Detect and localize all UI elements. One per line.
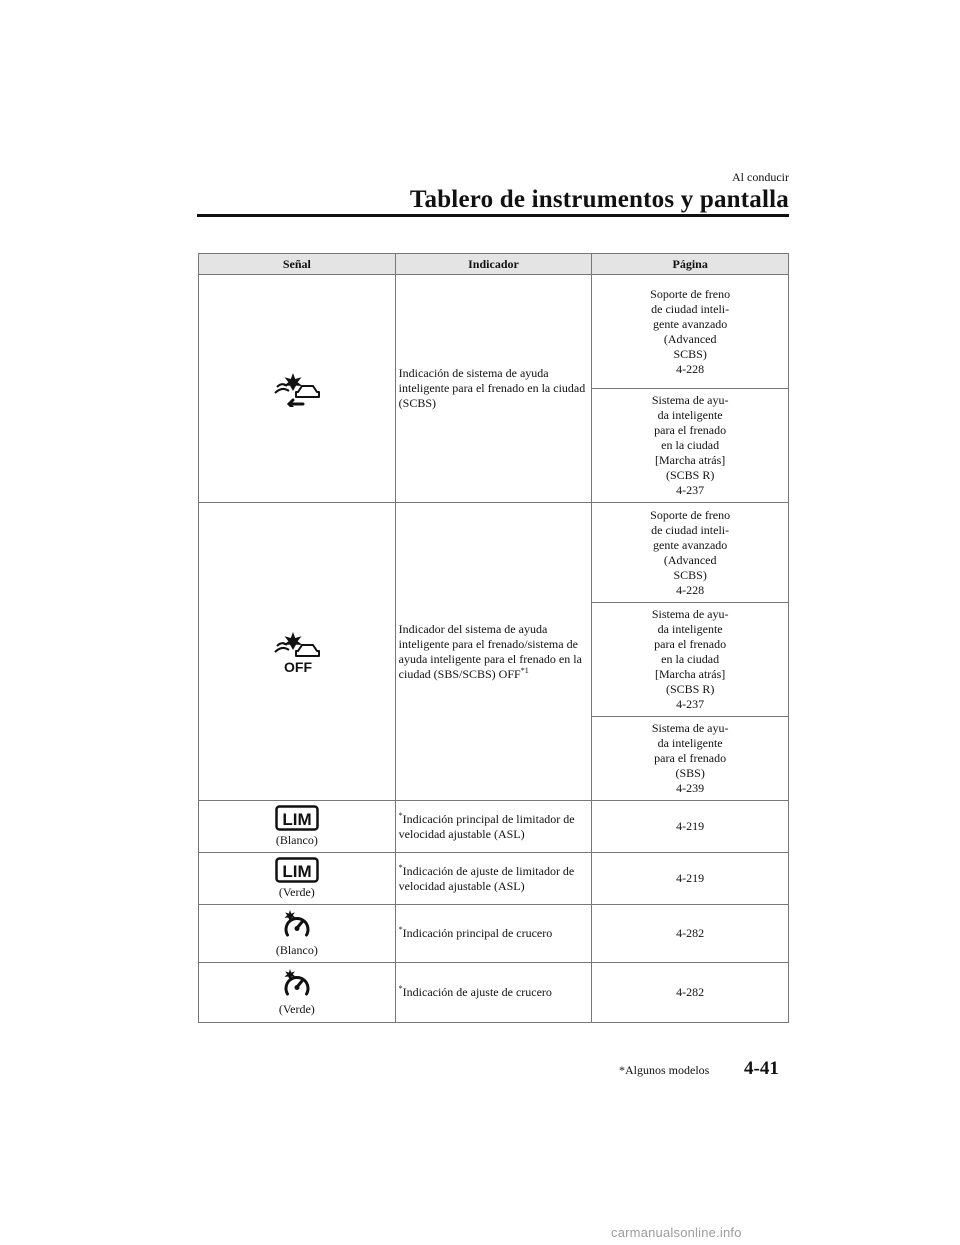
page-ref-line: en la ciudad: [661, 652, 720, 666]
page-ref-line: SCBS): [673, 567, 707, 582]
signal-cell: [199, 275, 396, 503]
signal-cell: [199, 801, 396, 853]
page-ref-cell: [592, 905, 789, 963]
page-ref-line: SCBS): [673, 346, 707, 361]
table-row: [199, 503, 789, 603]
table-row: [199, 853, 789, 905]
lim-text: LIM: [282, 810, 312, 829]
indicator-text: Indicación de ajuste de limitador de velocidad ajustable (ASL): [398, 863, 575, 893]
page-ref-number: 4-219: [676, 819, 705, 833]
page-ref-number: 4-228: [676, 361, 705, 376]
page-ref-line: (SCBS R): [665, 468, 715, 482]
indicator-text: Indicador del sistema de ayuda inteligente para el frenado/sistema de ayuda inteligente para el frenado en la ciudad (SBS/SCBS) OFF: [398, 621, 582, 681]
lim-text: LIM: [282, 862, 312, 881]
footnote-mark: *1: [520, 665, 529, 675]
page-ref-line: gente avanzado: [653, 316, 728, 331]
table-row: [199, 905, 789, 963]
page-ref-line: (SCBS R): [665, 682, 715, 696]
scbs-off-icon: [269, 630, 325, 674]
signal-cell: [199, 963, 396, 1023]
color-label: (Verde): [278, 1002, 315, 1016]
indicator-cell: [395, 275, 592, 503]
indicator-cell: [395, 801, 592, 853]
color-label: (Verde): [278, 885, 315, 899]
watermark: carmanualsonline.info: [611, 1225, 742, 1240]
page-ref-line: (SBS): [675, 766, 705, 780]
page-ref-number: 4-237: [676, 483, 705, 497]
page-number: 4-41: [744, 1058, 779, 1079]
table-row: [199, 801, 789, 853]
page-header: [0, 170, 789, 215]
page-ref-cell: [592, 801, 789, 853]
page-ref: [593, 287, 787, 377]
available-mark: *: [398, 984, 403, 993]
lim-icon: [275, 857, 319, 883]
signal-cell: [199, 905, 396, 963]
cruise-icon: [279, 968, 315, 1000]
indicator-cell: [395, 853, 592, 905]
indicator-text: Indicación principal de limitador de velocidad ajustable (ASL): [398, 811, 575, 841]
page-ref-line: [Marcha atrás]: [655, 453, 726, 467]
page-ref-number: 4-237: [676, 697, 705, 711]
page-ref-line: Sistema de ayu-: [651, 607, 729, 621]
off-label: OFF: [283, 658, 312, 674]
page-ref-line: da inteligente: [657, 408, 723, 422]
page-ref-number: 4-219: [676, 871, 705, 885]
color-label: (Blanco): [275, 833, 318, 847]
page-ref: [593, 721, 787, 796]
header-rule: [197, 214, 789, 217]
scbs-icon: [269, 371, 325, 407]
page-ref-line: para el frenado: [654, 637, 727, 651]
color-label: (Blanco): [275, 943, 318, 957]
page-ref-line: de ciudad inteli-: [651, 301, 730, 316]
page-ref-line: Sistema de ayu-: [651, 393, 729, 407]
indicator-table: [198, 253, 789, 1023]
page-ref-cell: [592, 503, 789, 603]
page-ref-number: 4-282: [676, 985, 705, 999]
page-ref: [593, 508, 787, 598]
page-ref-cell: [592, 275, 789, 389]
indicator-cell: [395, 905, 592, 963]
indicator-text: Indicación de ajuste de crucero: [402, 985, 552, 999]
page-ref-line: de ciudad inteli-: [651, 522, 730, 537]
page-ref-cell: [592, 963, 789, 1023]
column-header-page: Página: [592, 254, 789, 275]
page-title: Tablero de instrumentos y pantalla: [409, 186, 789, 213]
page-ref-cell: [592, 389, 789, 503]
available-mark: *: [398, 925, 403, 934]
page-ref-cell: [592, 853, 789, 905]
page-ref-line: gente avanzado: [653, 537, 728, 552]
page-ref-line: Soporte de freno: [650, 507, 731, 522]
page-ref-line: da inteligente: [657, 736, 723, 750]
available-mark: *: [398, 862, 403, 872]
signal-cell: [199, 503, 396, 801]
table-row: [199, 963, 789, 1023]
page-ref-cell: [592, 717, 789, 801]
column-header-indicator: Indicador: [395, 254, 592, 275]
page-ref-line: Sistema de ayu-: [651, 721, 729, 735]
page-ref-line: para el frenado: [654, 751, 727, 765]
indicator-cell: [395, 963, 592, 1023]
table-row: [199, 275, 789, 389]
indicator-text: Indicación de sistema de ayuda inteligente para el frenado en la ciudad (SCBS): [398, 366, 586, 410]
page-ref-line: [Marcha atrás]: [655, 667, 726, 681]
page-ref: [593, 607, 787, 712]
page-ref-number: 4-228: [676, 582, 705, 597]
page-ref-line: Soporte de freno: [650, 286, 731, 301]
page-ref-line: para el frenado: [654, 423, 727, 437]
page-ref-cell: [592, 603, 789, 717]
page-ref-number: 4-282: [676, 926, 705, 940]
page-ref-number: 4-239: [676, 781, 705, 795]
indicator-cell: [395, 503, 592, 801]
table-header-row: [199, 254, 789, 275]
cruise-icon: [279, 909, 315, 941]
indicator-text: Indicación principal de crucero: [402, 926, 553, 940]
page-ref-line: da inteligente: [657, 622, 723, 636]
section-name: Al conducir: [732, 170, 789, 184]
page-ref-line: en la ciudad: [661, 438, 720, 452]
available-mark: *: [398, 810, 403, 820]
signal-cell: [199, 853, 396, 905]
lim-icon: [275, 805, 319, 831]
page-ref: [593, 393, 787, 498]
page-ref-line: (Advanced: [663, 552, 717, 567]
footnote-some-models: *Algunos modelos: [619, 1063, 710, 1077]
page-ref-line: (Advanced: [663, 331, 717, 346]
column-header-signal: Señal: [199, 254, 396, 275]
